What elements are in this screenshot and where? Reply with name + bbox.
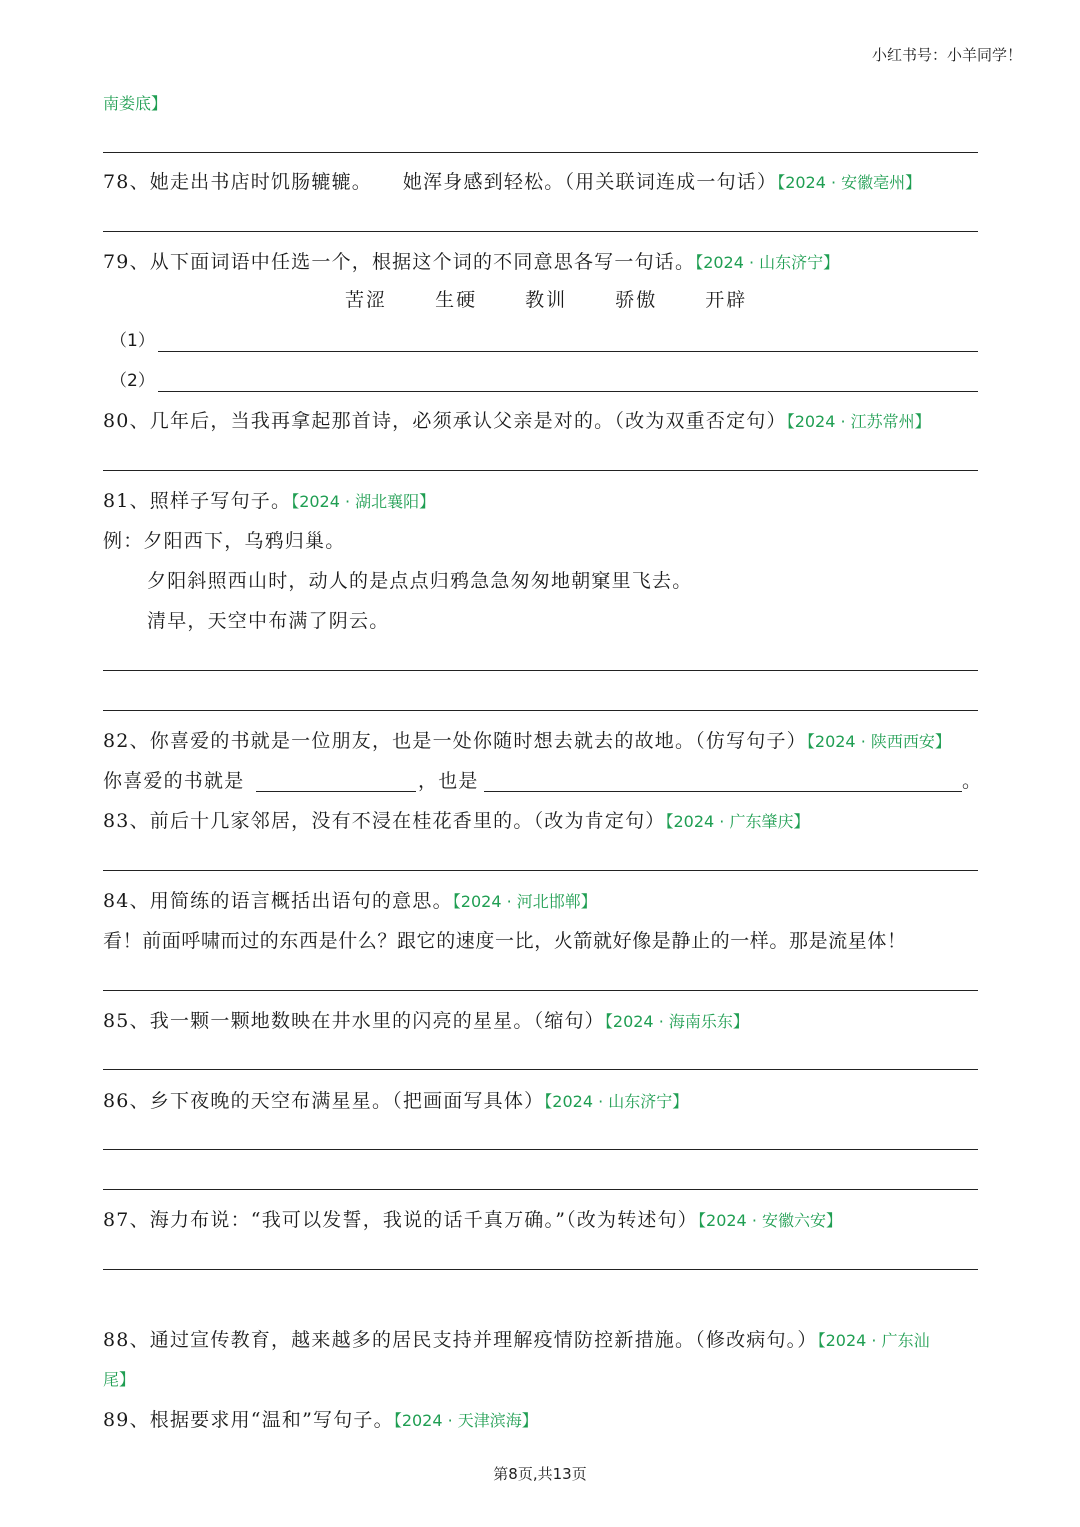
question-source: 【2024 · 湖北襄阳】	[291, 492, 436, 511]
word-option: 生硬	[435, 289, 478, 311]
question-text: 80、几年后，当我再拿起那首诗，必须承认父亲是对的。（改为双重否定句）	[103, 410, 787, 432]
answer-line	[103, 152, 978, 153]
word-option: 苦涩	[345, 289, 388, 311]
question-source-continued: 尾】	[103, 1370, 136, 1389]
page-number: 第8页,共13页	[493, 1465, 587, 1483]
question-82	[103, 727, 951, 756]
carryover-source: 南娄底】	[103, 94, 168, 113]
word-option: 开辟	[705, 289, 748, 311]
answer-line	[103, 231, 978, 232]
answer-line	[103, 1149, 978, 1150]
question-source: 【2024 · 海南乐东】	[604, 1012, 749, 1031]
question-87	[103, 1206, 842, 1235]
question-88	[103, 1326, 930, 1355]
word-option: 教训	[525, 289, 568, 311]
answer-line	[103, 1069, 978, 1070]
question-text: 85、我一颗一颗地数映在井水里的闪亮的星星。（缩句）	[103, 1010, 605, 1032]
question-text: 82、你喜爱的书就是一位朋友，也是一处你随时想去就去的故地。（仿写句子）	[103, 730, 807, 752]
question-source: 【2024 · 河北邯郸】	[452, 892, 597, 911]
word-options	[345, 286, 789, 314]
question-text: 88、通过宣传教育，越来越多的居民支持并理解疫情防控新措施。（修改病句。）	[103, 1329, 818, 1351]
answer-line	[103, 710, 978, 711]
question-89	[103, 1406, 538, 1435]
question-79	[103, 248, 839, 277]
answer-line	[103, 470, 978, 471]
question-source: 【2024 · 江苏常州】	[786, 412, 931, 431]
answer-line	[103, 870, 978, 871]
question-text: 83、前后十几家邻居，没有不浸在桂花香里的。（改为肯定句）	[103, 810, 666, 832]
question-source: 【2024 · 天津滨海】	[393, 1411, 538, 1430]
question-text: 79、从下面词语中任选一个，根据这个词的不同意思各写一句话。	[103, 251, 696, 273]
exercise-prompt: 清早，天空中布满了阴云。	[147, 610, 390, 632]
question-text: 78、她走出书店时饥肠辘辘。 她浑身感到轻松。（用关联词连成一句话）	[103, 171, 778, 193]
fill-end: 。	[962, 770, 983, 792]
question-source: 【2024 · 山东济宁】	[544, 1092, 689, 1111]
question-source: 【2024 · 安徽亳州】	[777, 173, 922, 192]
question-text: 89、根据要求用“温和”写句子。	[103, 1409, 394, 1431]
answer-line	[103, 990, 978, 991]
answer-line	[158, 391, 978, 392]
fill-blank	[256, 791, 416, 792]
question-86	[103, 1087, 688, 1116]
question-80	[103, 407, 931, 436]
fill-prefix: 你喜爱的书就是	[103, 770, 245, 792]
passage: 看！前面呼啸而过的东西是什么？跟它的速度一比，火箭就好像是静止的一样。那是流星体！	[103, 930, 907, 952]
question-81	[103, 487, 435, 516]
question-84	[103, 887, 597, 916]
fill-middle: ，也是	[418, 770, 479, 792]
question-text: 81、照样子写句子。	[103, 490, 292, 512]
question-source: 【2024 · 广东汕	[817, 1331, 930, 1350]
example-line-1: 例：夕阳西下，乌鸦归巢。	[103, 530, 346, 552]
blank-label-1: （1）	[110, 331, 155, 351]
header-note: 小红书号：小羊同学！	[871, 46, 1022, 64]
fill-blank	[484, 791, 962, 792]
blank-label-2: （2）	[110, 371, 155, 391]
question-source: 【2024 · 陕西西安】	[806, 732, 951, 751]
answer-line	[103, 670, 978, 671]
answer-line	[103, 1189, 978, 1190]
question-78	[103, 168, 921, 197]
question-85	[103, 1007, 749, 1036]
question-text: 84、用简练的语言概括出语句的意思。	[103, 890, 453, 912]
question-source: 【2024 · 山东济宁】	[695, 253, 840, 272]
question-source: 【2024 · 广东肇庆】	[665, 812, 810, 831]
word-option: 骄傲	[615, 289, 658, 311]
answer-line	[103, 1269, 978, 1270]
example-line-2: 夕阳斜照西山时，动人的是点点归鸦急急匆匆地朝窠里飞去。	[147, 570, 693, 592]
answer-line	[158, 351, 978, 352]
question-text: 87、海力布说：“我可以发誓，我说的话千真万确。”（改为转述句）	[103, 1209, 699, 1231]
question-source: 【2024 · 安徽六安】	[698, 1211, 842, 1230]
question-83	[103, 807, 809, 836]
question-text: 86、乡下夜晚的天空布满星星。（把画面写具体）	[103, 1090, 545, 1112]
